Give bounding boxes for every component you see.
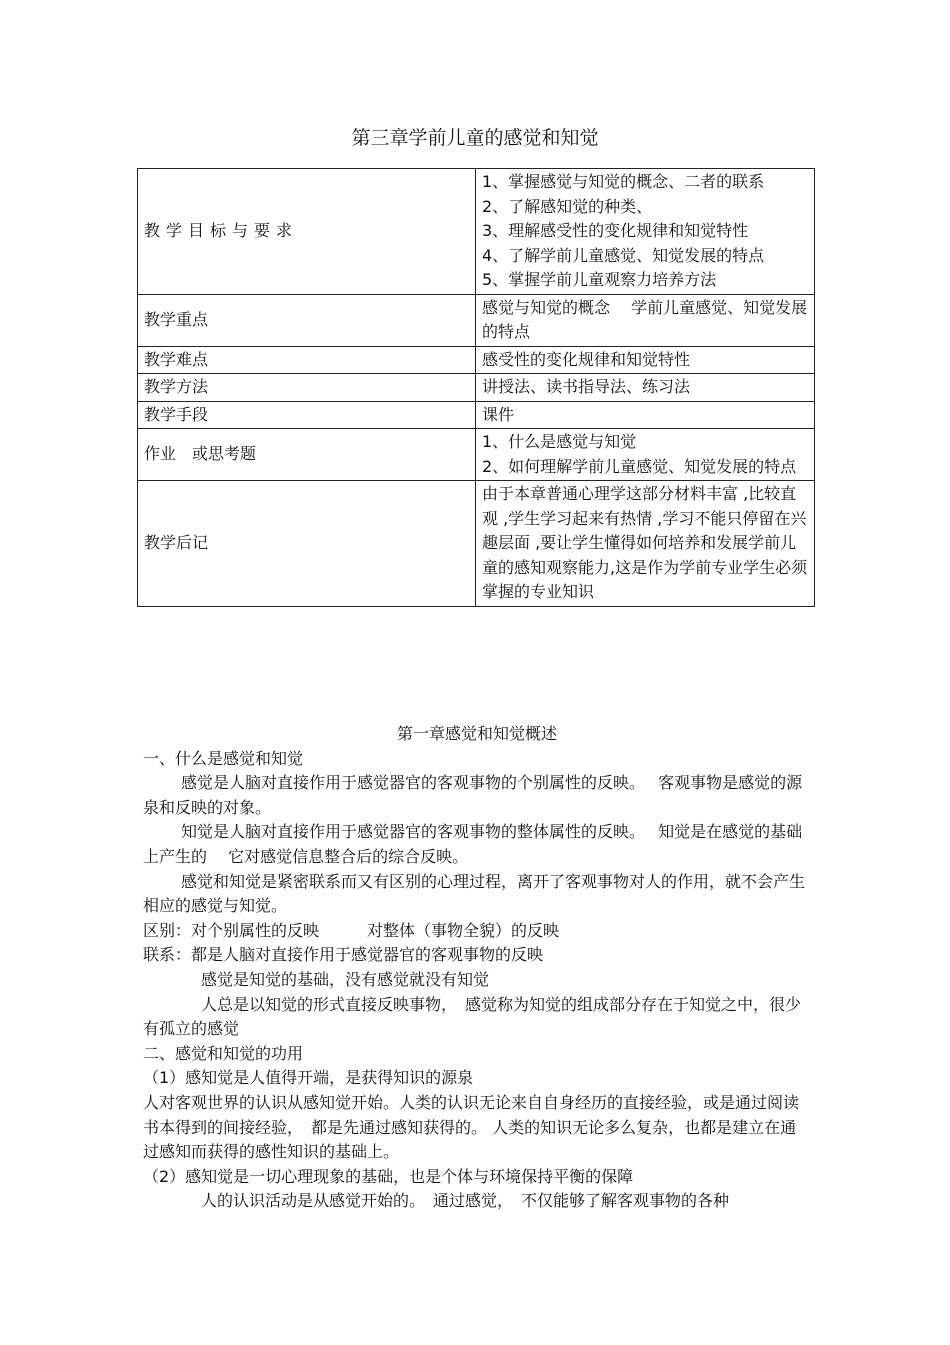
connection-subpoint: 感觉是知觉的基础，没有感觉就没有知觉 (201, 969, 490, 989)
connection-line: 联系：都是人脑对直接作用于感觉器官的客观事物的反映 (143, 945, 544, 965)
goals-label-cell (138, 169, 476, 295)
difficulty-label: 教学难点 (138, 346, 476, 374)
postscript-label: 教学后记 (138, 481, 476, 607)
means-label: 教学手段 (138, 401, 476, 429)
difference-line: 区别：对个别属性的反映 对整体（事物全貌）的反映 (143, 920, 560, 940)
body-text (143, 722, 811, 1214)
goal-item: 5、掌握学前儿童观察力培养方法 (482, 270, 717, 289)
item-heading: （2）感知觉是一切心理现象的基础，也是个体与环境保持平衡的保障 (143, 1166, 634, 1186)
table-row-method (138, 374, 815, 402)
paragraph: 感觉和知觉是紧密联系而又有区别的心理过程，离开了客观事物对人的作用，就不会产生相应的感觉与知觉。 (143, 871, 806, 916)
connection-subpoint: 人总是以知觉的形式直接反映事物， 感觉称为知觉的组成部分存在于知觉之中，很少有孤立的感觉 (143, 994, 802, 1039)
goal-item: 3、理解感受性的变化规律和知觉特性 (482, 221, 749, 240)
page-title: 第三章学前儿童的感觉和知觉 (351, 127, 599, 149)
paragraph: 感觉是人脑对直接作用于感觉器官的客观事物的个别属性的反映。 客观事物是感觉的源泉和反映的对象。 (143, 773, 803, 817)
section-heading: 一、什么是感觉和知觉 (143, 748, 304, 768)
goal-item: 1、掌握感觉与知觉的概念、二者的联系 (482, 172, 765, 191)
goal-item: 2、了解感知觉的种类、 (482, 196, 653, 216)
paragraph: 人的认识活动是从感觉开始的。 通过感觉， 不仅能够了解客观事物的各种 (201, 1191, 730, 1211)
section-heading: 二、感觉和知觉的功用 (143, 1043, 304, 1063)
item-heading: （1）感知觉是人值得开端，是获得知识的源泉 (143, 1068, 474, 1088)
table-row-goals (138, 169, 815, 295)
homework-label: 作业 或思考题 (138, 429, 476, 481)
homework-item: 1、什么是感觉与知觉 (482, 432, 637, 451)
homework-item: 2、如何理解学前儿童感觉、知觉发展的特点 (482, 456, 797, 476)
paragraph: 知觉是人脑对直接作用于感觉器官的客观事物的整体属性的反映。 知觉是在感觉的基础上产生的 它对感觉信息整合后的综合反映。 (143, 822, 803, 866)
table-row-key-points (138, 294, 815, 346)
table-row-homework (138, 429, 815, 481)
table-row-postscript (138, 481, 815, 607)
table-row-means (138, 401, 815, 429)
goals-label: 教学目标与要求 (144, 221, 299, 240)
method-value: 讲授法、读书指导法、练习法 (476, 374, 815, 402)
goals-value-cell (476, 169, 815, 295)
table-row-difficulty (138, 346, 815, 374)
paragraph: 人对客观世界的认识从感知觉开始。人类的认识无论来自自身经历的直接经验，或是通过阅读书本得到的间接经验， 都是先通过感知获得的。 人类的知识无论多么复杂，也都是建立在通过感知而获得的感性知识的基础上。 (143, 1092, 800, 1162)
chapter-heading: 第一章感觉和知觉概述 (396, 724, 557, 743)
postscript-value: 由于本章普通心理学这部分材料丰富 ,比较直观 ,学生学习起来有热情 ,学习不能只停留在兴趣层面 ,要让学生懂得如何培养和发展学前儿童的感知观察能力,这是作为学前专业学生必须掌握的专业知识 (476, 481, 815, 607)
method-label: 教学方法 (138, 374, 476, 402)
key-points-label: 教学重点 (138, 294, 476, 346)
key-points-value: 感觉与知觉的概念 学前儿童感觉、知觉发展的特点 (476, 294, 815, 346)
goal-item: 4、了解学前儿童感觉、知觉发展的特点 (482, 245, 765, 265)
means-value: 课件 (476, 401, 815, 429)
teaching-plan-table (137, 168, 815, 607)
difficulty-value: 感受性的变化规律和知觉特性 (476, 346, 815, 374)
homework-value-cell (476, 429, 815, 481)
